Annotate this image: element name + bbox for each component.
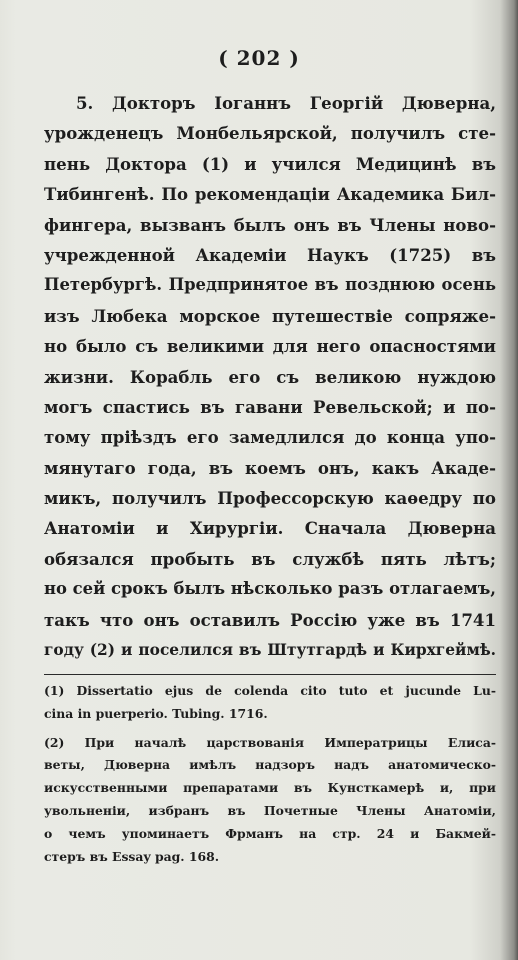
page-number: ( 202 ) [218, 46, 300, 70]
footnote-line: (1) Dissertatio ejus de colenda cito tuto et jucunde Lu- [44, 683, 496, 698]
body-line: фингера, вызванъ былъ онъ въ Члены ново- [44, 214, 496, 235]
body-line: 5. Докторъ Іоганнъ Георгій Дюверна, [76, 93, 496, 113]
footnote-line: (2) При началѣ царствованія Императрицы Елиса- [44, 734, 496, 750]
body-line: Тибингенѣ. По рекомендаціи Академика Бил- [44, 184, 496, 205]
body-line: обязался пробыть въ службѣ пять лѣтъ; [44, 548, 496, 569]
footnote-line: стеръ въ Essay pag. 168. [44, 848, 220, 864]
footnote-line: искусственными препаратами въ Кунсткамерѣ и, при [44, 780, 496, 796]
body-line: изъ Любека морское путешествіе сопряже- [44, 305, 496, 326]
footnote-line: веты, Дюверна имѣлъ надзоръ надъ анатомическо- [44, 757, 496, 773]
body-line: урожденецъ Монбельярской, получилъ сте- [44, 123, 496, 144]
body-line: году (2) и поселился въ Штутгардѣ и Кирхгеймѣ. [44, 641, 496, 660]
body-line: учрежденной Академіи Наукъ (1725) въ [44, 244, 496, 265]
footnote-2 [44, 732, 496, 869]
body-line: тому пріѣздъ его замедлился до конца упо- [44, 427, 496, 448]
footnote-line: о чемъ упоминаетъ Фрманъ на стр. 24 и Бакмей- [44, 825, 496, 841]
footnote-1 [44, 680, 496, 726]
body-line: могъ спастись въ гавани Ревельской; и по- [44, 396, 496, 417]
body-line: микъ, получилъ Профессорскую каѳедру по [44, 488, 496, 509]
body-line: но сей срокъ былъ нѣсколько разъ отлагаемъ, [44, 579, 496, 599]
footnote-line: cina in puerperio. Tubing. 1716. [44, 705, 268, 721]
body-line: такъ что онъ оставилъ Россію уже въ 1741 [44, 609, 496, 630]
body-line: мянутаго года, въ коемъ онъ, какъ Акаде- [44, 457, 496, 478]
body-line: Петербургѣ. Предпринятое въ позднюю осень [44, 275, 496, 295]
footnotes [44, 680, 496, 868]
body-line: пень Доктора (1) и учился Медицинѣ въ [44, 153, 496, 174]
main-paragraph [44, 88, 496, 665]
body-line: Анатоміи и Хирургіи. Сначала Дюверна [44, 518, 496, 539]
footnote-divider [44, 674, 496, 675]
body-line: но было съ великими для него опасностями [44, 336, 496, 357]
body-line: жизни. Корабль его съ великою нуждою [44, 366, 496, 387]
footnote-line: увольненіи, избранъ въ Почетные Члены Анатоміи, [44, 802, 496, 818]
